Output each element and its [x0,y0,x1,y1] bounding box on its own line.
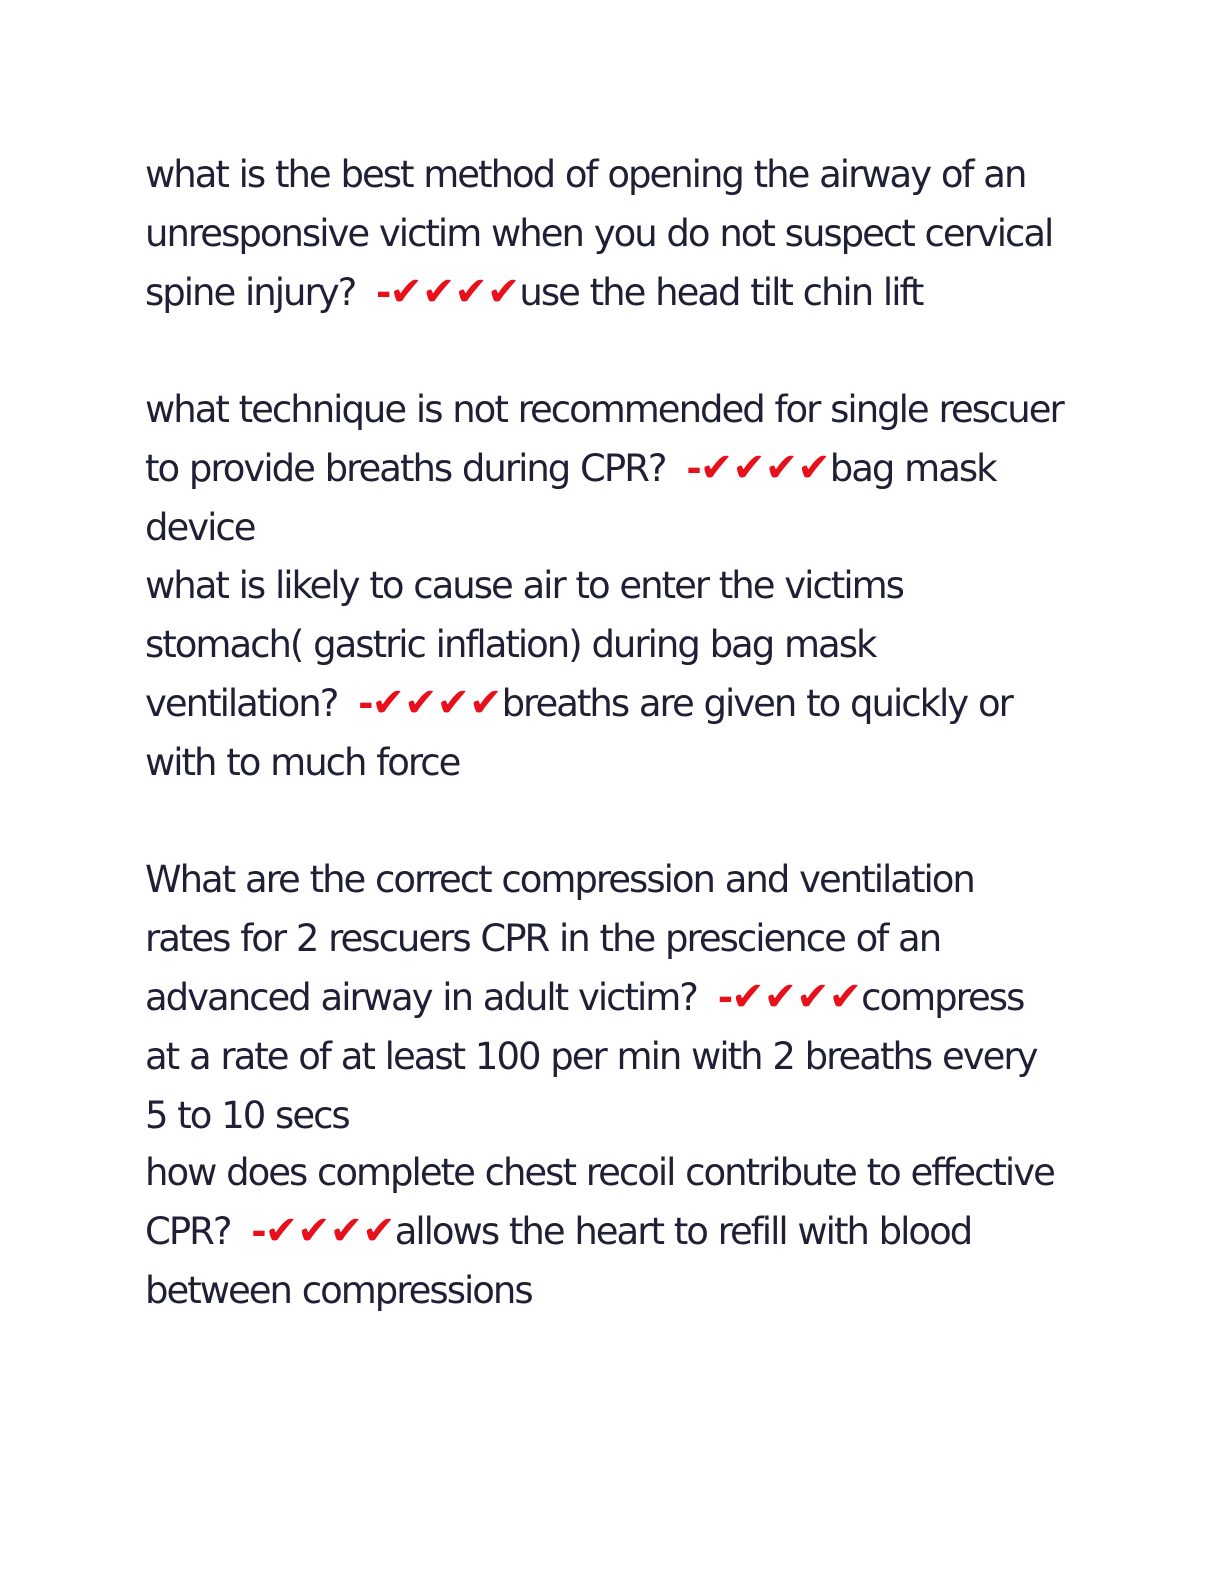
qa-item [145,1143,1065,1320]
answer-separator: - [376,271,390,314]
checkmark-icon: ✔✔✔✔ [699,445,830,491]
checkmark-icon: ✔✔✔✔ [371,680,502,726]
answer-text: compress at a rate of at least 100 per min with 2 breaths every 5 to 10 secs [145,976,1037,1137]
answer-text: allows the heart to refill with blood between compressions [145,1210,972,1312]
question-text: what technique is not recommended for single rescuer to provide breaths during CPR? [145,388,1063,490]
qa-item [145,145,1065,322]
qa-item [145,380,1065,557]
answer-text: use the head tilt chin lift [519,271,923,314]
qa-item [145,556,1065,792]
checkmark-icon: ✔✔✔✔ [389,269,520,315]
answer-separator: - [717,976,732,1019]
question-text: what is the best method of opening the airway of an unresponsive victim when you do not suspect cervical spine injury? [145,153,1053,314]
answer-text: breaths are given to quickly or with to much force [145,682,1012,784]
checkmark-icon: ✔✔✔✔ [731,974,862,1020]
question-text: what is likely to cause air to enter the victims stomach( gastric inflation) during bag mask ventilation? [145,564,903,725]
question-text: how does complete chest recoil contribute to effective CPR? [145,1151,1054,1253]
answer-separator: - [686,447,700,490]
answer-text: bag mask device [145,447,996,549]
answer-separator: - [358,682,372,725]
answer-separator: - [251,1210,265,1253]
checkmark-icon: ✔✔✔✔ [264,1208,395,1254]
question-text: What are the correct compression and ventilation rates for 2 rescuers CPR in the prescience of an advanced airway in adult victim? [145,858,974,1019]
qa-item [145,850,1065,1145]
